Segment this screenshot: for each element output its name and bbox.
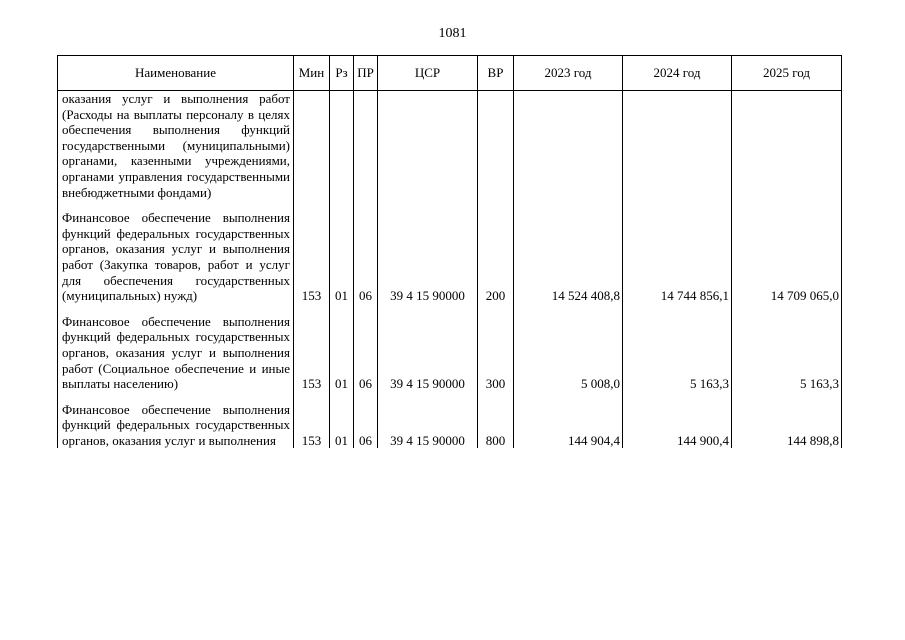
row-csr — [378, 91, 478, 201]
row-vr — [478, 91, 514, 201]
table-row — [58, 402, 842, 449]
row-2024 — [623, 91, 732, 201]
row-2024: 14 744 856,1 — [623, 210, 732, 304]
row-csr: 39 4 15 90000 — [378, 314, 478, 392]
row-rz: 01 — [330, 402, 354, 449]
header-min: Мин — [294, 56, 330, 91]
row-spacer — [58, 392, 842, 402]
row-2025: 5 163,3 — [732, 314, 842, 392]
header-csr: ЦСР — [378, 56, 478, 91]
row-2024: 5 163,3 — [623, 314, 732, 392]
budget-table — [57, 55, 842, 448]
header-2023: 2023 год — [514, 56, 623, 91]
row-vr: 200 — [478, 210, 514, 304]
row-rz: 01 — [330, 210, 354, 304]
row-spacer — [58, 200, 842, 210]
row-2025: 144 898,8 — [732, 402, 842, 449]
row-vr: 300 — [478, 314, 514, 392]
row-name: Финансовое обеспечение выполнения функций федеральных государственных органов, оказания услуг и выполнения работ (Закупка товаров, работ и услуг для обеспечения государственных (муниципальных) нужд) — [58, 210, 294, 304]
row-spacer — [58, 304, 842, 314]
header-name: Наименование — [58, 56, 294, 91]
table-header-row — [58, 56, 842, 91]
row-pr: 06 — [354, 210, 378, 304]
row-2023: 14 524 408,8 — [514, 210, 623, 304]
row-min: 153 — [294, 210, 330, 304]
header-rz: Рз — [330, 56, 354, 91]
row-vr: 800 — [478, 402, 514, 449]
row-rz: 01 — [330, 314, 354, 392]
page-number: 1081 — [438, 26, 467, 41]
row-pr — [354, 91, 378, 201]
table-row — [58, 91, 842, 201]
row-2023: 5 008,0 — [514, 314, 623, 392]
row-pr: 06 — [354, 314, 378, 392]
row-csr: 39 4 15 90000 — [378, 210, 478, 304]
row-name: Финансовое обеспечение выполнения функций федеральных государственных органов, оказания услуг и выполнения — [58, 402, 294, 449]
header-2025: 2025 год — [732, 56, 842, 91]
row-name: Финансовое обеспечение выполнения функций федеральных государственных органов, оказания услуг и выполнения работ (Социальное обеспечение и иные выплаты населению) — [58, 314, 294, 392]
row-min: 153 — [294, 314, 330, 392]
header-vr: ВР — [478, 56, 514, 91]
row-min — [294, 91, 330, 201]
row-pr: 06 — [354, 402, 378, 449]
row-name: оказания услуг и выполнения работ (Расходы на выплаты персоналу в целях обеспечения выполнения функций государственными (муниципальными) органами, казенными учреждениями, органами управления государственными внебюджетными фондами) — [58, 91, 294, 201]
table-row — [58, 210, 842, 304]
row-2023 — [514, 91, 623, 201]
row-min: 153 — [294, 402, 330, 449]
row-2023: 144 904,4 — [514, 402, 623, 449]
row-csr: 39 4 15 90000 — [378, 402, 478, 449]
table-row — [58, 314, 842, 392]
row-2024: 144 900,4 — [623, 402, 732, 449]
row-2025 — [732, 91, 842, 201]
header-2024: 2024 год — [623, 56, 732, 91]
row-rz — [330, 91, 354, 201]
header-pr: ПР — [354, 56, 378, 91]
row-2025: 14 709 065,0 — [732, 210, 842, 304]
